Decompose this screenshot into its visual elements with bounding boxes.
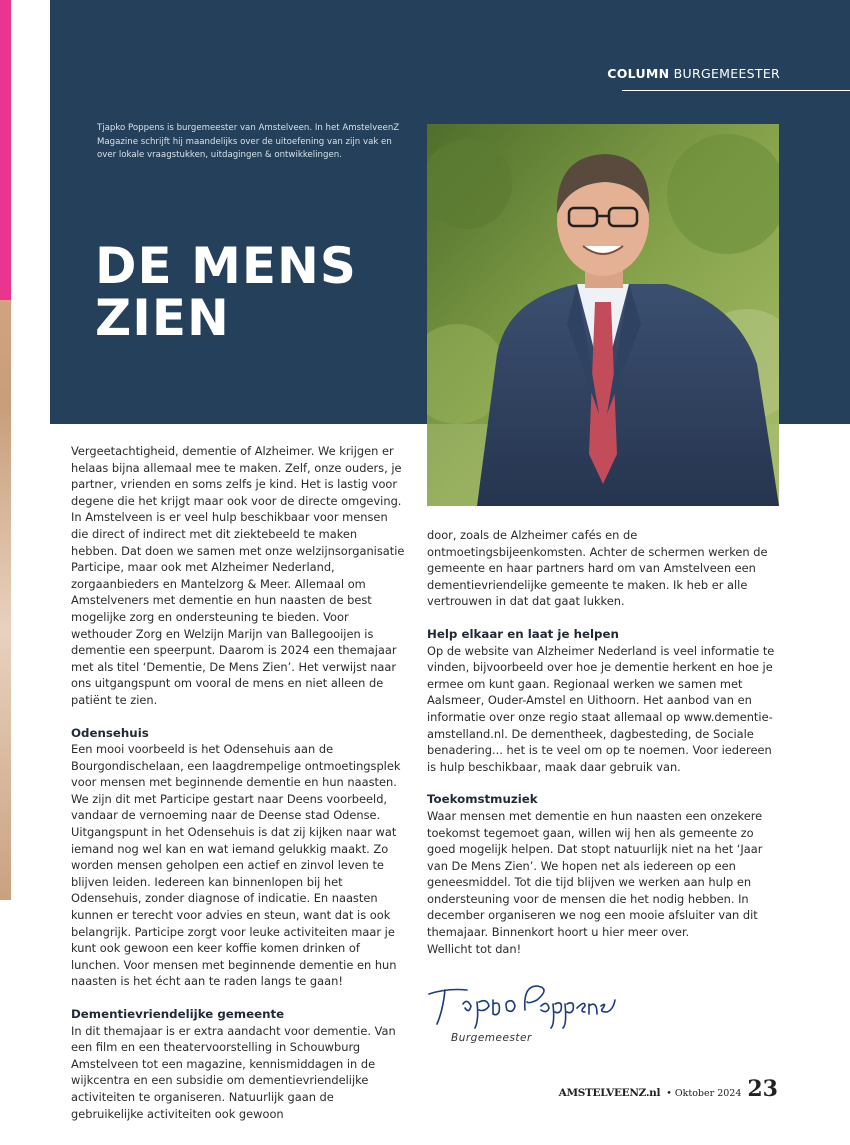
section-label-rest: BURGEMEESTER [673, 66, 780, 81]
subheading-toekomstmuziek: Toekomstmuziek [427, 792, 538, 807]
magazine-name: AMSTELVEENZ.nl [558, 1087, 661, 1099]
mayor-photo [427, 124, 779, 506]
closing-line: Wellicht tot dan! [427, 941, 522, 956]
article-paragraph: In dit themajaar is er extra aandacht voor dementie. Van een film en een theatervoorstelling in Schouwburg Amstelveen tot een magazine, kennismiddagen in de wijkcentra en een subsidie om dementievriendelijke activiteiten te organiseren. Natuurlijk gaan de gebruikelijke activiteiten ook gewoon [71, 1023, 396, 1121]
section-label [607, 66, 780, 81]
handwritten-signature [427, 980, 617, 1030]
page-footer [559, 1076, 778, 1102]
subheading-odensehuis: Odensehuis [71, 725, 149, 740]
subheading-dementievriendelijk: Dementievriendelijke gemeente [71, 1007, 285, 1021]
article-paragraph: door, zoals de Alzheimer cafés en de ontmoetingsbijeenkomsten. Achter de schermen werken de gemeente en haar partners hard om van Amstelveen een dementievriendelijke gemeente te maken. Ik heb er alle vertrouwen in dat dat gaat lukken. [427, 528, 768, 609]
signature-role: Burgemeester [451, 1032, 532, 1044]
page-title [95, 237, 357, 347]
article-column-right [427, 527, 779, 957]
mayor-portrait-illustration [427, 124, 779, 506]
article-paragraph: Vergeetachtigheid, dementie of Alzheimer. We krijgen er helaas bijna allemaal mee te maken. Zelf, onze ouders, je partner, vrienden en soms zelfs je kind. Het is lastig voor degene die het krijgt maar ook voor de directe omgeving. In Amstelveen is er veel hulp beschikbaar voor mensen die direct of indirect met dit ziektebeeld te maken hebben. Dat doen we samen met onze welzijnsorganisatie Participe, maar ook met Alzheimer Nederland, zorgaanbieders en Mantelzorg & Meer. Allemaal om Amstelveners met dementie en hun naasten de best mogelijke zorg en ondersteuning te bieden. Voor wethouder Zorg en Welzijn Marijn van Ballegooijen is dementie een speerpunt. Daarom is 2024 een themajaar met als titel ‘Dementie, De Mens Zien’. Het verwijst naar ons uitgangspunt om vooral de mens en niet alleen de patiënt te zien. [71, 444, 405, 707]
issue-date: • Oktober 2024 [666, 1088, 742, 1099]
article-column-left [71, 443, 407, 1122]
article-paragraph: Een mooi voorbeeld is het Odensehuis aan de Bourgondischelaan, een laagdrempelige ontmoetingsplek voor mensen met beginnende dementie en hun naasten. We zijn dit met Participe gestart naar Deens voorbeeld, vandaar de vernoeming naar de Deense stad Odense. Uitgangspunt in het Odensehuis is dat zij kijken naar wat iemand nog wel kan en wat iemand gelukkig maakt. Zo worden mensen geholpen een actief en zinvol leven te blijven leiden. Iedereen kan binnenlopen bij het Odensehuis, zonder diagnose of indicatie. En naasten kunnen er terecht voor advies en steun, want dat is ook belangrijk. Participe zorgt voor leuke activiteiten maar je kunt ook gewoon een keer koffie komen drinken of lunchen. Voor mensen met beginnende dementie en hun naasten is het écht aan te raden langs te gaan! [71, 742, 401, 989]
accent-bar [0, 0, 11, 300]
article-paragraph: Waar mensen met dementie en hun naasten een onzekere toekomst tegemoet gaan, willen wij hen als gemeente zo goed mogelijk helpen. Dat stopt natuurlijk niet na het ‘Jaar van De Mens Zien’. We hopen net als iedereen op een geneesmiddel. Tot die tijd blijven we werken aan hulp en ondersteuning voor de mensen die het nodig hebben. In december organiseren we nog een mooie afsluiter van dit themajaar. Binnenkort hoort u hier meer over. [427, 808, 763, 940]
title-line-1: DE MENS [95, 237, 357, 295]
section-rule [622, 90, 850, 91]
signature-graphic [427, 980, 617, 1030]
section-label-bold: COLUMN [607, 66, 670, 81]
intro-text: Tjapko Poppens is burgemeester van Amstelveen. In het AmstelveenZ Magazine schrijft hij maandelijks over de uitoefening van zijn vak en over lokale vraagstukken, uitdagingen & ontwikkelingen. [97, 123, 400, 160]
title-line-2: ZIEN [95, 289, 230, 347]
article-paragraph: Op de website van Alzheimer Nederland is veel informatie te vinden, bijvoorbeeld over hoe je dementie herkent en hoe je ermee om kunt gaan. Regionaal werken we samen met Aalsmeer, Ouder-Amstel en Uithoorn. Het aanbod van en informatie over onze regio staat allemaal op www.dementie-amstelland.nl. De dementheek, dagbesteding, de Sociale benadering... het is te veel om op te noemen. Voor iedereen is hulp beschikbaar, maak daar gebruik van. [427, 643, 775, 774]
subheading-help-elkaar: Help elkaar en laat je helpen [427, 626, 619, 641]
page-number: 23 [747, 1076, 778, 1102]
